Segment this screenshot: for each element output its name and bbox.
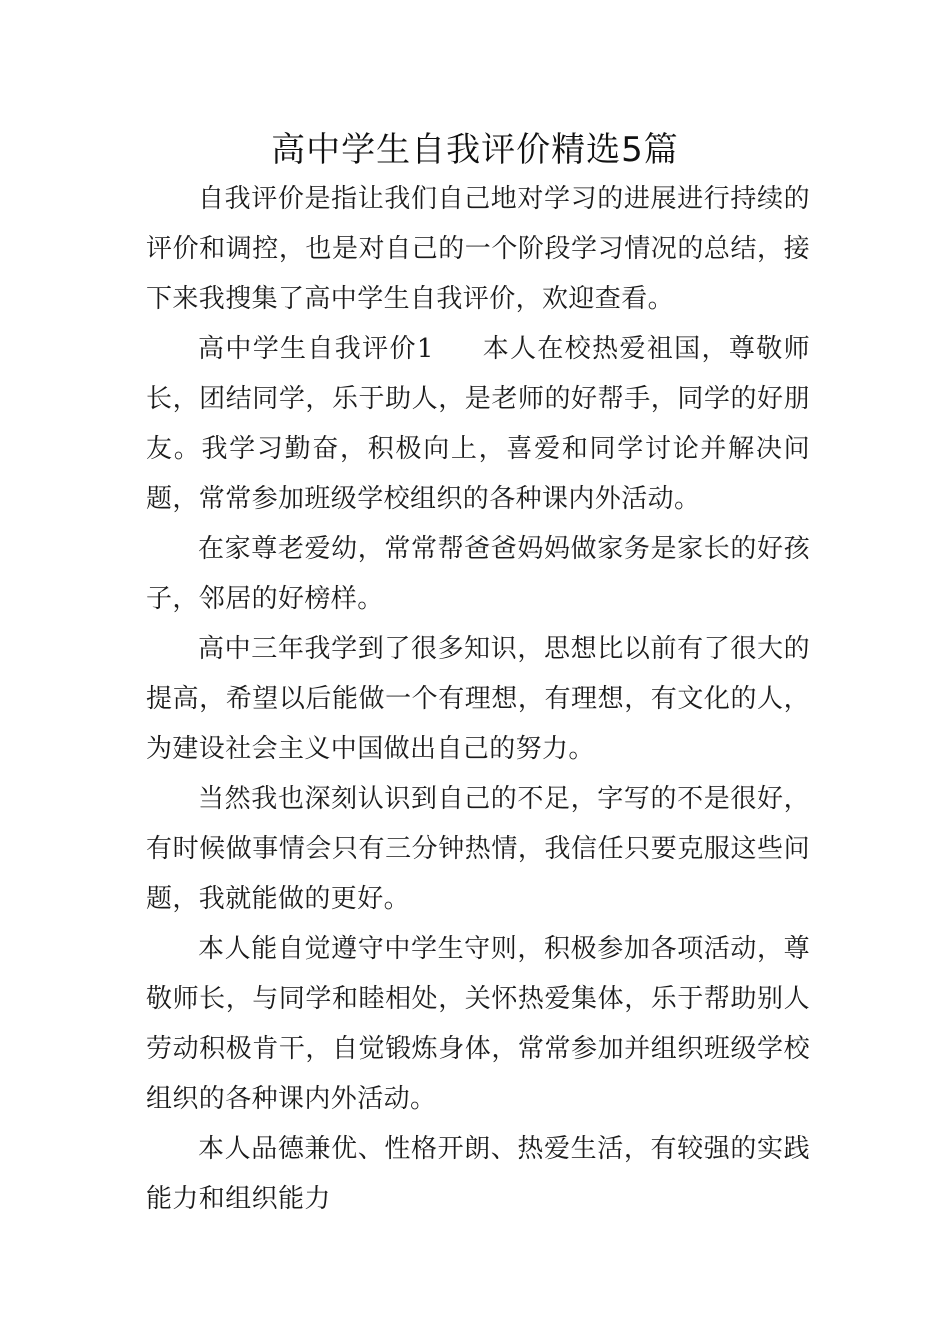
body-paragraph: 本人品德兼优、性格开朗、热爱生活，有较强的实践能力和组织能力 <box>146 1134 810 1214</box>
section1-first-text: 本人在校热爱祖国，尊敬师长，团结同学，乐于助人，是老师的好帮手，同学的好朋友。我学习勤奋，积极向上，喜爱和同学讨论并解决问题，常常参加班级学校组织的各种课内外活动。 <box>146 334 810 514</box>
body-paragraph: 当然我也深刻认识到自己的不足，字写的不是很好，有时候做事情会只有三分钟热情，我信任只要克服这些问题，我就能做的更好。 <box>146 784 810 914</box>
body-paragraph: 在家尊老爱幼，常常帮爸爸妈妈做家务是家长的好孩子，邻居的好榜样。 <box>146 534 810 614</box>
document-title: 高中学生自我评价精选5篇 <box>271 130 679 170</box>
body-paragraph: 高中三年我学到了很多知识，思想比以前有了很大的提高，希望以后能做一个有理想，有理想，有文化的人，为建设社会主义中国做出自己的努力。 <box>146 634 810 764</box>
intro-paragraph: 自我评价是指让我们自己地对学习的进展进行持续的评价和调控，也是对自己的一个阶段学习情况的总结，接下来我搜集了高中学生自我评价，欢迎查看。 <box>146 184 810 314</box>
section1-heading: 高中学生自我评价1 <box>198 334 434 364</box>
document-body <box>146 174 810 1224</box>
body-paragraph: 本人能自觉遵守中学生守则，积极参加各项活动，尊敬师长，与同学和睦相处，关怀热爱集体，乐于帮助别人劳动积极肯干，自觉锻炼身体，常常参加并组织班级学校组织的各种课内外活动。 <box>146 934 810 1114</box>
section1-paragraph <box>146 324 810 524</box>
